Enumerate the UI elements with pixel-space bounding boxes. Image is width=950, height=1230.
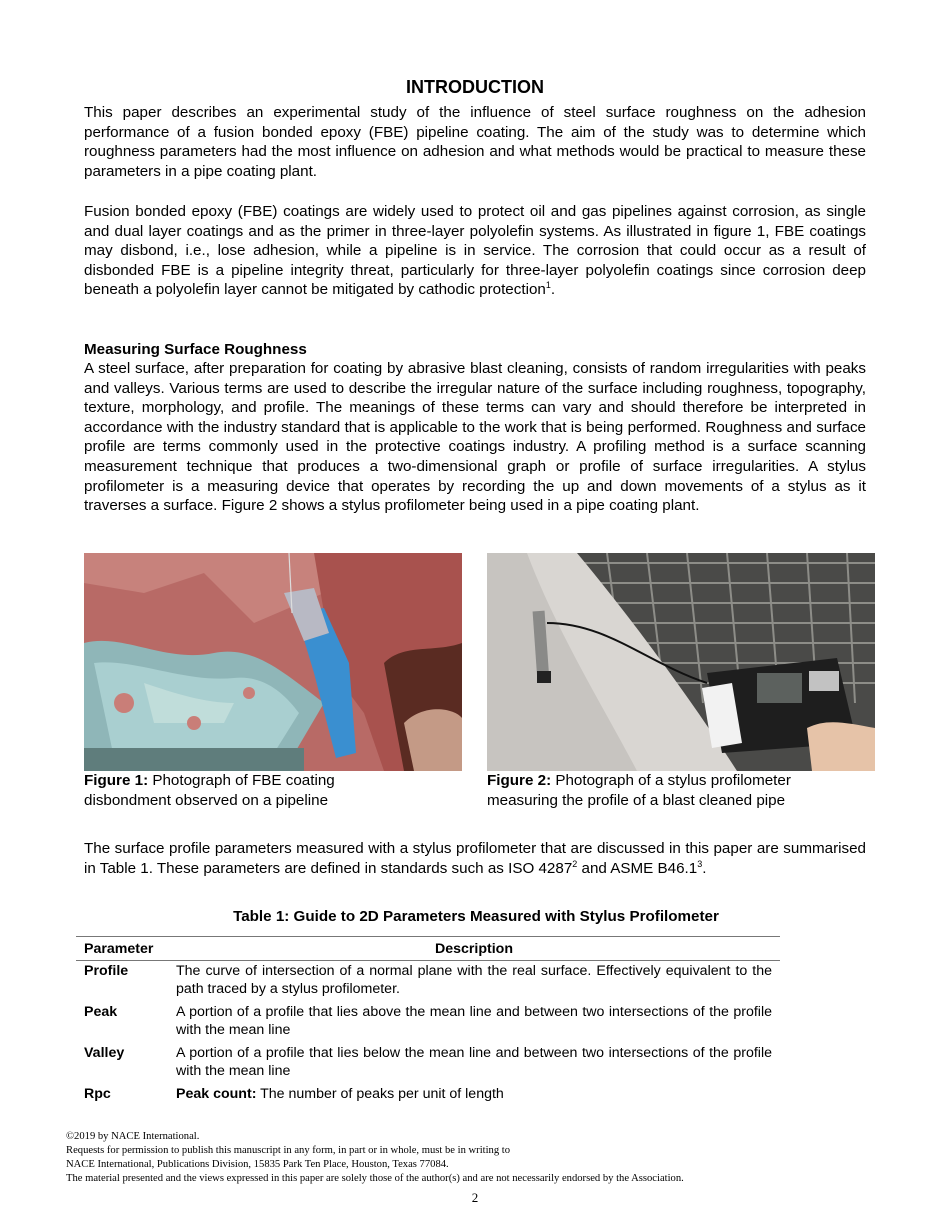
parameter-cell: Profile (84, 963, 129, 979)
stylus-profilometer-photo (487, 553, 875, 771)
description-cell: The curve of intersection of a normal plane with the real surface. Effectively equivalent to the path traced by a stylus profilometer. (176, 963, 772, 997)
subsection-heading: Measuring Surface Roughness (84, 341, 307, 358)
parameters-table (76, 936, 780, 1107)
parameter-cell: Rpc (84, 1086, 111, 1102)
column-header-description: Description (168, 937, 780, 961)
figure-2-caption-line-1: Photograph of a stylus profilometer (551, 772, 791, 789)
footer-line-1: ©2019 by NACE International. (66, 1131, 200, 1142)
table-row (76, 961, 780, 1003)
footer-line-4: The material presented and the views expressed in this paper are solely those of the author(s) and are not necessarily endorsed by the Association. (66, 1173, 684, 1184)
figure-1-caption-line-2: disbondment observed on a pipeline (84, 792, 329, 809)
figure-1-photo (84, 553, 462, 771)
copyright-footer (66, 1130, 684, 1186)
intro-paragraph-1: This paper describes an experimental study of the influence of steel surface roughness on the adhesion performance of a fusion bonded epoxy (FBE) pipeline coating. The aim of the study was to determine which roughness parameters had the most influence on adhesion and what methods would be practical to measure these parameters in a pipe coating plant. (84, 104, 866, 180)
parameters-paragraph (84, 839, 866, 878)
table-row (76, 1084, 780, 1107)
parameters-text-middle: and ASME B46.1 (577, 859, 698, 877)
intro-paragraph-2-end: . (550, 281, 556, 299)
section-heading-introduction: INTRODUCTION (406, 77, 544, 97)
reference-3: 3 (697, 858, 703, 869)
parameters-text: The surface profile parameters measured with a stylus profilometer that are discussed in this paper are summarised in Table 1. These parameters are defined in standards such as ISO 4287 (84, 840, 866, 877)
page-number: 2 (471, 1190, 479, 1205)
figure-1-caption (84, 771, 335, 811)
description-cell: A portion of a profile that lies above the mean line and between two intersections of the profile with the mean line (176, 1004, 772, 1038)
fbe-disbondment-photo (84, 553, 462, 771)
column-header-parameter: Parameter (76, 937, 168, 961)
table-header-row (76, 937, 780, 961)
figure-1-caption-line-1: Photograph of FBE coating (148, 772, 335, 789)
parameter-cell: Valley (84, 1045, 125, 1061)
parameter-cell: Peak (84, 1004, 118, 1020)
description-cell (168, 1084, 780, 1107)
reference-1: 1 (545, 280, 551, 291)
table-row (76, 1043, 780, 1084)
description-text: The number of peaks per unit of length (256, 1086, 504, 1102)
table-1-caption: Table 1: Guide to 2D Parameters Measured with Stylus Profilometer (233, 908, 719, 925)
figure-2-label: Figure 2: (487, 772, 552, 789)
description-term: Peak count: (176, 1086, 257, 1102)
parameters-text-end: . (702, 859, 707, 877)
intro-paragraph-2 (84, 202, 866, 300)
surface-roughness-paragraph: A steel surface, after preparation for coating by abrasive blast cleaning, consists of random irregularities with peaks and valleys. Various terms are used to describe the irregular nature of the surface including roughness, topography, texture, morphology, and profile. The meanings of these terms can vary and should therefore be interpreted in accordance with the industry standard that is applicable to the work that is being performed. Roughness and surface profile are terms commonly used in the protective coatings industry. A profiling method is a surface scanning measurement technique that produces a two-dimensional graph or profile of surface irregularities. A stylus profilometer is a measuring device that operates by recording the up and down movements of a stylus as it traverses a surface. Figure 2 shows a stylus profilometer being used in a pipe coating plant. (84, 360, 866, 515)
footer-line-3: NACE International, Publications Division, 15835 Park Ten Place, Houston, Texas 77084. (66, 1159, 449, 1170)
footer-line-2: Requests for permission to publish this manuscript in any form, in part or in whole, must be in writing to (66, 1145, 511, 1156)
description-cell: A portion of a profile that lies below the mean line and between two intersections of the profile with the mean line (176, 1045, 772, 1079)
figure-2-caption (487, 771, 791, 811)
figure-2-photo (487, 553, 875, 771)
figure-1-label: Figure 1: (84, 772, 149, 789)
table-row (76, 1002, 780, 1043)
intro-paragraph-2-text: Fusion bonded epoxy (FBE) coatings are widely used to protect oil and gas pipelines against corrosion, as single and dual layer coatings and as the primer in three-layer polyolefin systems. As illustrated in figure 1, FBE coatings may disbond, i.e., lose adhesion, while a pipeline is in service. The corrosion that could occur as a result of disbonded FBE is a pipeline integrity threat, particularly for three-layer polyolefin coatings since corrosion deep beneath a polyolefin layer cannot be mitigated by cathodic protection (84, 203, 866, 299)
reference-2: 2 (572, 858, 578, 869)
figure-2-caption-line-2: measuring the profile of a blast cleaned pipe (487, 792, 786, 809)
